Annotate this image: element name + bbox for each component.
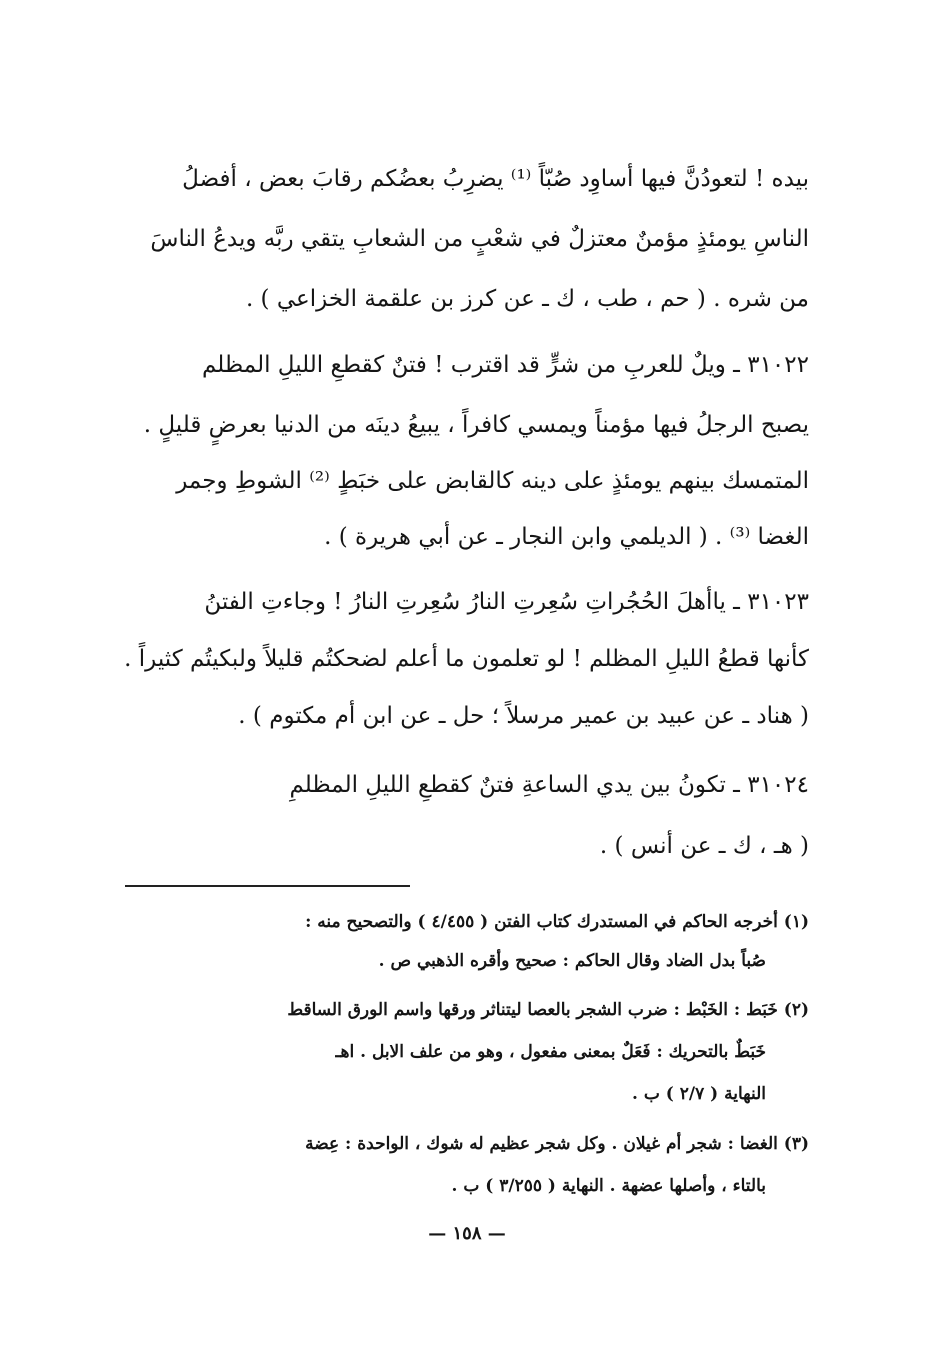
hadith-line: ( هـ ، ك ـ عن أنس ) . xyxy=(599,833,809,859)
hadith-line: ( هناد ـ عن عبيد بن عمير مرسلاً ؛ حل ـ عن ابن أم مكتوم ) . xyxy=(238,703,809,729)
footnote-line: (٢) خَبَط : الخَبْط : ضرب الشجر بالعصا ليتناثر ورقها واسم الورق الساقط xyxy=(287,1000,809,1020)
footnote-line: النهاية ( ٢/٧ ) ب . xyxy=(632,1084,766,1104)
footnote-line: خَبَطٌ بالتحريك : فَعَلٌ بمعنى مفعول ، وهو من علف الابل . اهـ xyxy=(335,1042,766,1062)
footnote-line: (١) أخرجه الحاكم في المستدرك كتاب الفتن ( ٤/٤٥٥ ) والتصحيح منه : xyxy=(305,912,809,932)
footnote-separator xyxy=(125,885,410,887)
hadith-line: المتمسك بينهم يومئذٍ على دينه كالقابض على خبَطٍ ⁽²⁾ الشوطِ وجمر xyxy=(176,468,809,494)
footnote-line: (٣) الغضا : شجر أم غيلان . وكل شجر عظيم له شوك ، الواحدة : عِضة xyxy=(305,1134,809,1154)
footnote-line: بالتاء ، وأصلها عضهة . النهاية ( ٣/٢٥٥ ) ب . xyxy=(451,1176,766,1196)
body-line: الناسِ يومئذٍ مؤمنٌ معتزلٌ في شعْبٍ من الشعابِ يتقي ربَّه ويدعُ الناسَ xyxy=(150,226,809,252)
hadith-line: الغضا ⁽³⁾ . ( الديلمي وابن النجار ـ عن أبي هريرة ) . xyxy=(324,524,809,550)
body-line: من شره . ( حم ، طب ، ك ـ عن كرز بن علقمة الخزاعي ) . xyxy=(245,286,809,312)
page-number: — ١٥٨ — xyxy=(428,1223,506,1244)
hadith-line: ٣١٠٢٢ ـ ويلٌ للعربِ من شرٍّ قد اقترب ! فتنٌ كقطعِ الليلِ المظلم xyxy=(202,352,809,378)
hadith-line: كأنها قطعُ الليلِ المظلم ! لو تعلمون ما أعلم لضحكتُم قليلاً ولبكيتُم كثيراً . xyxy=(124,646,809,672)
body-line: بيده ! لتعودُنَّ فيها أساوِد صُبّاً ⁽¹⁾ يضرِبُ بعضُكم رقابَ بعض ، أفضلُ xyxy=(182,166,809,192)
hadith-line: يصبح الرجلُ فيها مؤمناً ويمسي كافراً ، يبيعُ دينَه من الدنيا بعرضٍ قليلٍ . xyxy=(143,412,809,438)
footnote-line: صُباً بدل الضاد وقال الحاكم : صحيح وأقره الذهبي ص . xyxy=(378,951,766,971)
hadith-line: ٣١٠٢٤ ـ تكونُ بين يدي الساعةِ فتنٌ كقطعِ الليلِ المظلمِ xyxy=(289,772,809,798)
hadith-line: ٣١٠٢٣ ـ ياأهلَ الحُجُراتِ سُعِرتِ النارُ سُعِرتِ النارُ ! وجاءتِ الفتنُ xyxy=(204,589,809,615)
